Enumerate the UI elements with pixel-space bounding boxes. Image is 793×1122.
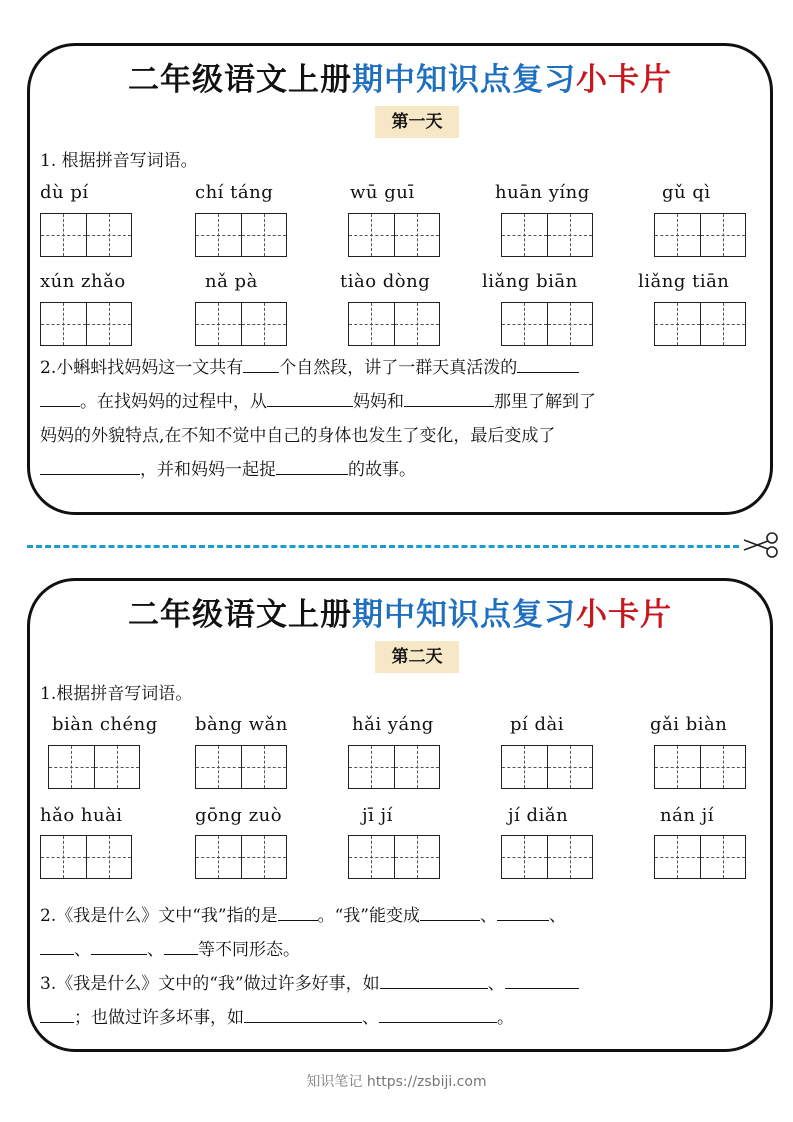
question-2-paragraph bbox=[40, 351, 764, 487]
question-text: 、 bbox=[74, 940, 91, 960]
question-text: 的故事。 bbox=[348, 460, 416, 480]
pinyin-label: hǎo huài bbox=[40, 805, 123, 826]
question-2-paragraph bbox=[40, 899, 764, 967]
answer-blank[interactable] bbox=[40, 454, 140, 475]
pinyin-label: hǎi yáng bbox=[352, 714, 434, 735]
writing-grid[interactable] bbox=[654, 213, 746, 257]
day-badge: 第二天 bbox=[375, 641, 459, 673]
answer-blank[interactable] bbox=[243, 352, 279, 373]
answer-blank[interactable] bbox=[505, 968, 579, 989]
question-text: 妈妈和 bbox=[353, 392, 404, 412]
pinyin-label: wū guī bbox=[350, 182, 415, 203]
question-text: 、 bbox=[480, 906, 497, 926]
footer-watermark: 知识笔记 https://zsbiji.com bbox=[306, 1074, 487, 1090]
answer-blank[interactable] bbox=[164, 934, 198, 955]
question-text: 等不同形态。 bbox=[198, 940, 300, 960]
title-part-grade: 二年级语文上册 bbox=[128, 62, 352, 98]
answer-blank[interactable] bbox=[380, 968, 488, 989]
pinyin-label: jí diǎn bbox=[508, 805, 569, 826]
pinyin-label: liǎng tiān bbox=[638, 271, 730, 292]
question-text: 、 bbox=[487, 974, 505, 994]
title-part-review: 期中知识点复习 bbox=[352, 597, 576, 633]
question-text: ，并和妈妈一起捉 bbox=[140, 460, 276, 480]
writing-grid[interactable] bbox=[195, 302, 287, 346]
card-title bbox=[30, 589, 770, 634]
question-text: 2.《我是什么》文中“我”指的是 bbox=[40, 906, 278, 926]
answer-blank[interactable] bbox=[40, 934, 74, 955]
pinyin-label: dù pí bbox=[40, 182, 89, 203]
writing-grid[interactable] bbox=[195, 835, 287, 879]
pinyin-label: chí táng bbox=[195, 182, 274, 203]
question-text: 、 bbox=[549, 906, 566, 926]
question-text: 2.小蝌蚪找妈妈这一文共有 bbox=[40, 358, 244, 378]
answer-blank[interactable] bbox=[420, 900, 480, 921]
writing-grid[interactable] bbox=[654, 302, 746, 346]
answer-blank[interactable] bbox=[276, 454, 348, 475]
question-text: 。 bbox=[497, 1008, 514, 1028]
pinyin-label: pí dài bbox=[510, 714, 565, 735]
question-text: 、 bbox=[362, 1008, 379, 1028]
card-title bbox=[30, 54, 770, 99]
answer-blank[interactable] bbox=[404, 386, 494, 407]
question-text: 。在找妈妈的过程中，从 bbox=[80, 392, 267, 412]
question-1-prompt: 1.根据拼音写词语。 bbox=[40, 684, 193, 704]
answer-blank[interactable] bbox=[244, 1002, 362, 1023]
pinyin-label: bàng wǎn bbox=[195, 714, 288, 735]
pinyin-label: huān yíng bbox=[495, 182, 590, 203]
pinyin-label: gōng zuò bbox=[195, 805, 283, 826]
writing-grid[interactable] bbox=[40, 302, 132, 346]
pinyin-label: biàn chéng bbox=[52, 714, 158, 735]
pinyin-label: gǎi biàn bbox=[650, 714, 728, 735]
answer-blank[interactable] bbox=[91, 934, 147, 955]
pinyin-label: nán jí bbox=[660, 805, 714, 826]
title-part-review: 期中知识点复习 bbox=[352, 62, 576, 98]
question-text: 、 bbox=[147, 940, 164, 960]
pinyin-label: xún zhǎo bbox=[40, 271, 126, 292]
question-text: 个自然段，讲了一群天真活泼的 bbox=[279, 358, 518, 378]
review-card-day-2 bbox=[27, 578, 773, 1052]
scissors-icon bbox=[741, 530, 781, 560]
answer-blank[interactable] bbox=[40, 1002, 74, 1023]
answer-blank[interactable] bbox=[267, 386, 353, 407]
answer-blank[interactable] bbox=[278, 900, 318, 921]
answer-blank[interactable] bbox=[40, 386, 80, 407]
writing-grid[interactable] bbox=[654, 745, 746, 789]
answer-blank[interactable] bbox=[517, 352, 579, 373]
writing-grid[interactable] bbox=[501, 745, 593, 789]
title-part-card: 小卡片 bbox=[576, 597, 672, 633]
question-text: 3.《我是什么》文中的“我”做过许多好事，如 bbox=[40, 974, 380, 994]
writing-grid[interactable] bbox=[501, 213, 593, 257]
question-text: 妈妈的外貌特点,在不知不觉中自己的身体也发生了变化，最后变成了 bbox=[40, 426, 556, 446]
question-1-prompt: 1. 根据拼音写词语。 bbox=[40, 151, 198, 171]
question-text: 那里了解到了 bbox=[494, 392, 596, 412]
pinyin-label: nǎ pà bbox=[205, 271, 258, 292]
writing-grid[interactable] bbox=[501, 302, 593, 346]
pinyin-label: tiào dòng bbox=[340, 271, 431, 292]
writing-grid[interactable] bbox=[654, 835, 746, 879]
question-text: ；也做过许多坏事，如 bbox=[74, 1008, 244, 1028]
pinyin-label: gǔ qì bbox=[662, 182, 711, 203]
pinyin-label: jī jí bbox=[362, 805, 393, 826]
answer-blank[interactable] bbox=[497, 900, 549, 921]
writing-grid[interactable] bbox=[40, 213, 132, 257]
question-text: 。“我”能变成 bbox=[317, 906, 420, 926]
writing-grid[interactable] bbox=[348, 835, 440, 879]
title-part-grade: 二年级语文上册 bbox=[128, 597, 352, 633]
writing-grid[interactable] bbox=[348, 213, 440, 257]
pinyin-label: liǎng biān bbox=[482, 271, 578, 292]
writing-grid[interactable] bbox=[348, 745, 440, 789]
writing-grid[interactable] bbox=[501, 835, 593, 879]
writing-grid[interactable] bbox=[48, 745, 140, 789]
writing-grid[interactable] bbox=[348, 302, 440, 346]
writing-grid[interactable] bbox=[195, 213, 287, 257]
cut-line bbox=[27, 545, 739, 548]
review-card-day-1 bbox=[27, 43, 773, 515]
writing-grid[interactable] bbox=[195, 745, 287, 789]
answer-blank[interactable] bbox=[379, 1002, 497, 1023]
title-part-card: 小卡片 bbox=[576, 62, 672, 98]
day-badge: 第一天 bbox=[375, 106, 459, 138]
writing-grid[interactable] bbox=[40, 835, 132, 879]
question-3-paragraph bbox=[40, 967, 764, 1035]
